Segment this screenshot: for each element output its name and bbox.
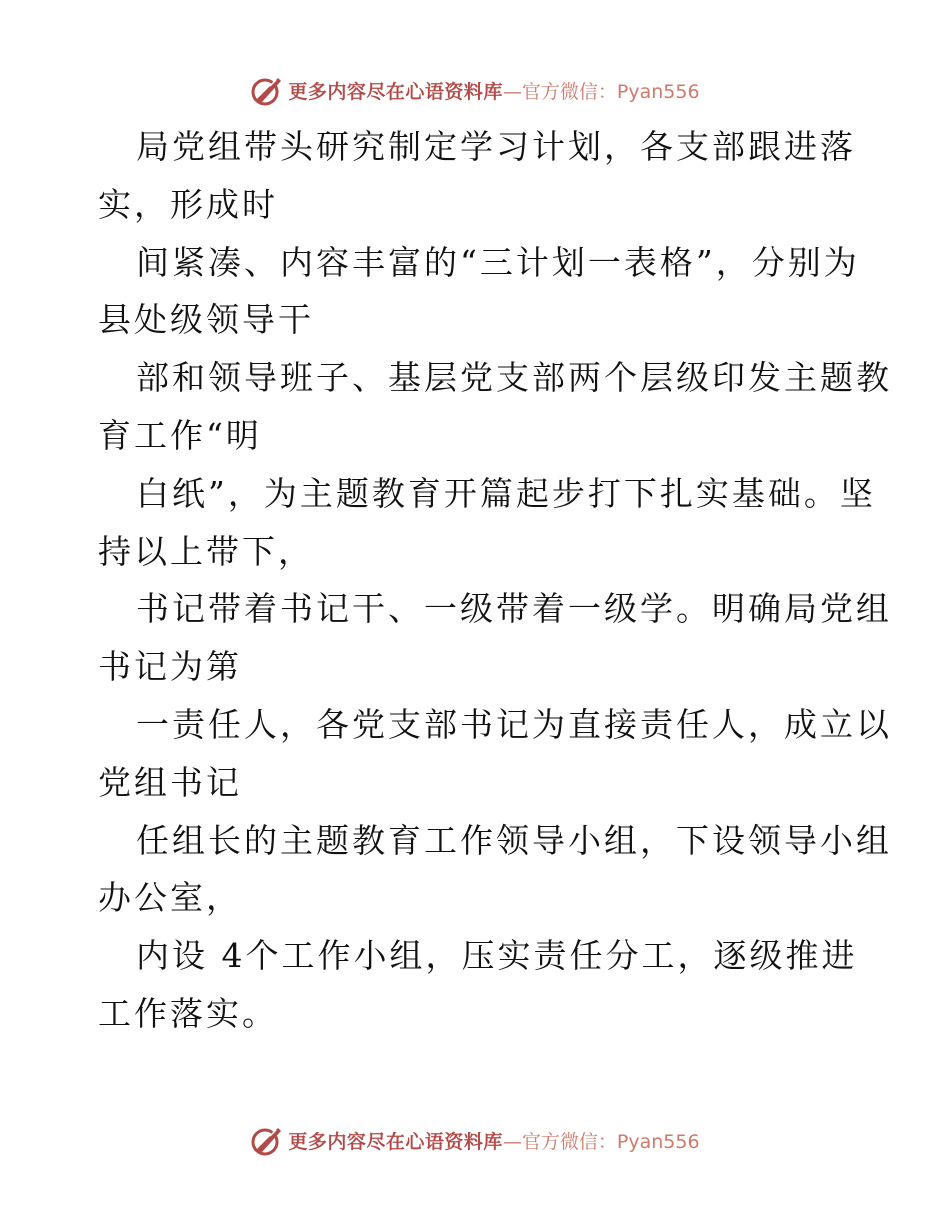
text-line-9: 书记带着书记干、一级带着一级学。明确局党组 xyxy=(136,589,892,629)
header-banner xyxy=(0,68,950,112)
text-line-6: 育工作“明 xyxy=(98,415,262,455)
text-line-2: 实，形成时 xyxy=(98,184,278,224)
text-line-8: 持以上带下， xyxy=(98,531,314,571)
text-line-4: 县处级领导干 xyxy=(98,300,314,340)
text-line-15: 内设 4个工作小组，压实责任分工，逐级推进 xyxy=(136,936,858,976)
banner-text: 更多内容尽在心语资料库 xyxy=(288,1130,503,1153)
text-line-14: 办公室， xyxy=(98,878,242,918)
text-line-11: 一责任人，各党支部书记为直接责任人，成立以 xyxy=(136,704,892,744)
text-line-10: 书记为第 xyxy=(98,647,242,687)
banner-suffix: —官方微信：Pyan556 xyxy=(502,80,700,103)
text-line-16: 工作落实。 xyxy=(98,993,278,1033)
text-line-12: 党组书记 xyxy=(98,762,242,802)
text-line-5: 部和领导班子、基层党支部两个层级印发主题教 xyxy=(136,358,892,398)
banner-suffix: —官方微信：Pyan556 xyxy=(502,1130,700,1153)
document-body xyxy=(98,118,892,1043)
footer-banner xyxy=(0,1118,950,1162)
text-line-3: 间紧凑、内容丰富的“三计划一表格”，分别为 xyxy=(136,242,860,282)
text-line-1: 局党组带头研究制定学习计划，各支部跟进落 xyxy=(136,127,856,166)
banner-text: 更多内容尽在心语资料库 xyxy=(288,80,503,103)
text-line-7: 白纸”，为主题教育开篇起步打下扎实基础。坚 xyxy=(136,473,876,513)
quill-logo-icon xyxy=(250,1123,284,1157)
quill-logo-icon xyxy=(250,73,284,107)
text-line-13: 任组长的主题教育工作领导小组，下设领导小组 xyxy=(136,820,892,860)
